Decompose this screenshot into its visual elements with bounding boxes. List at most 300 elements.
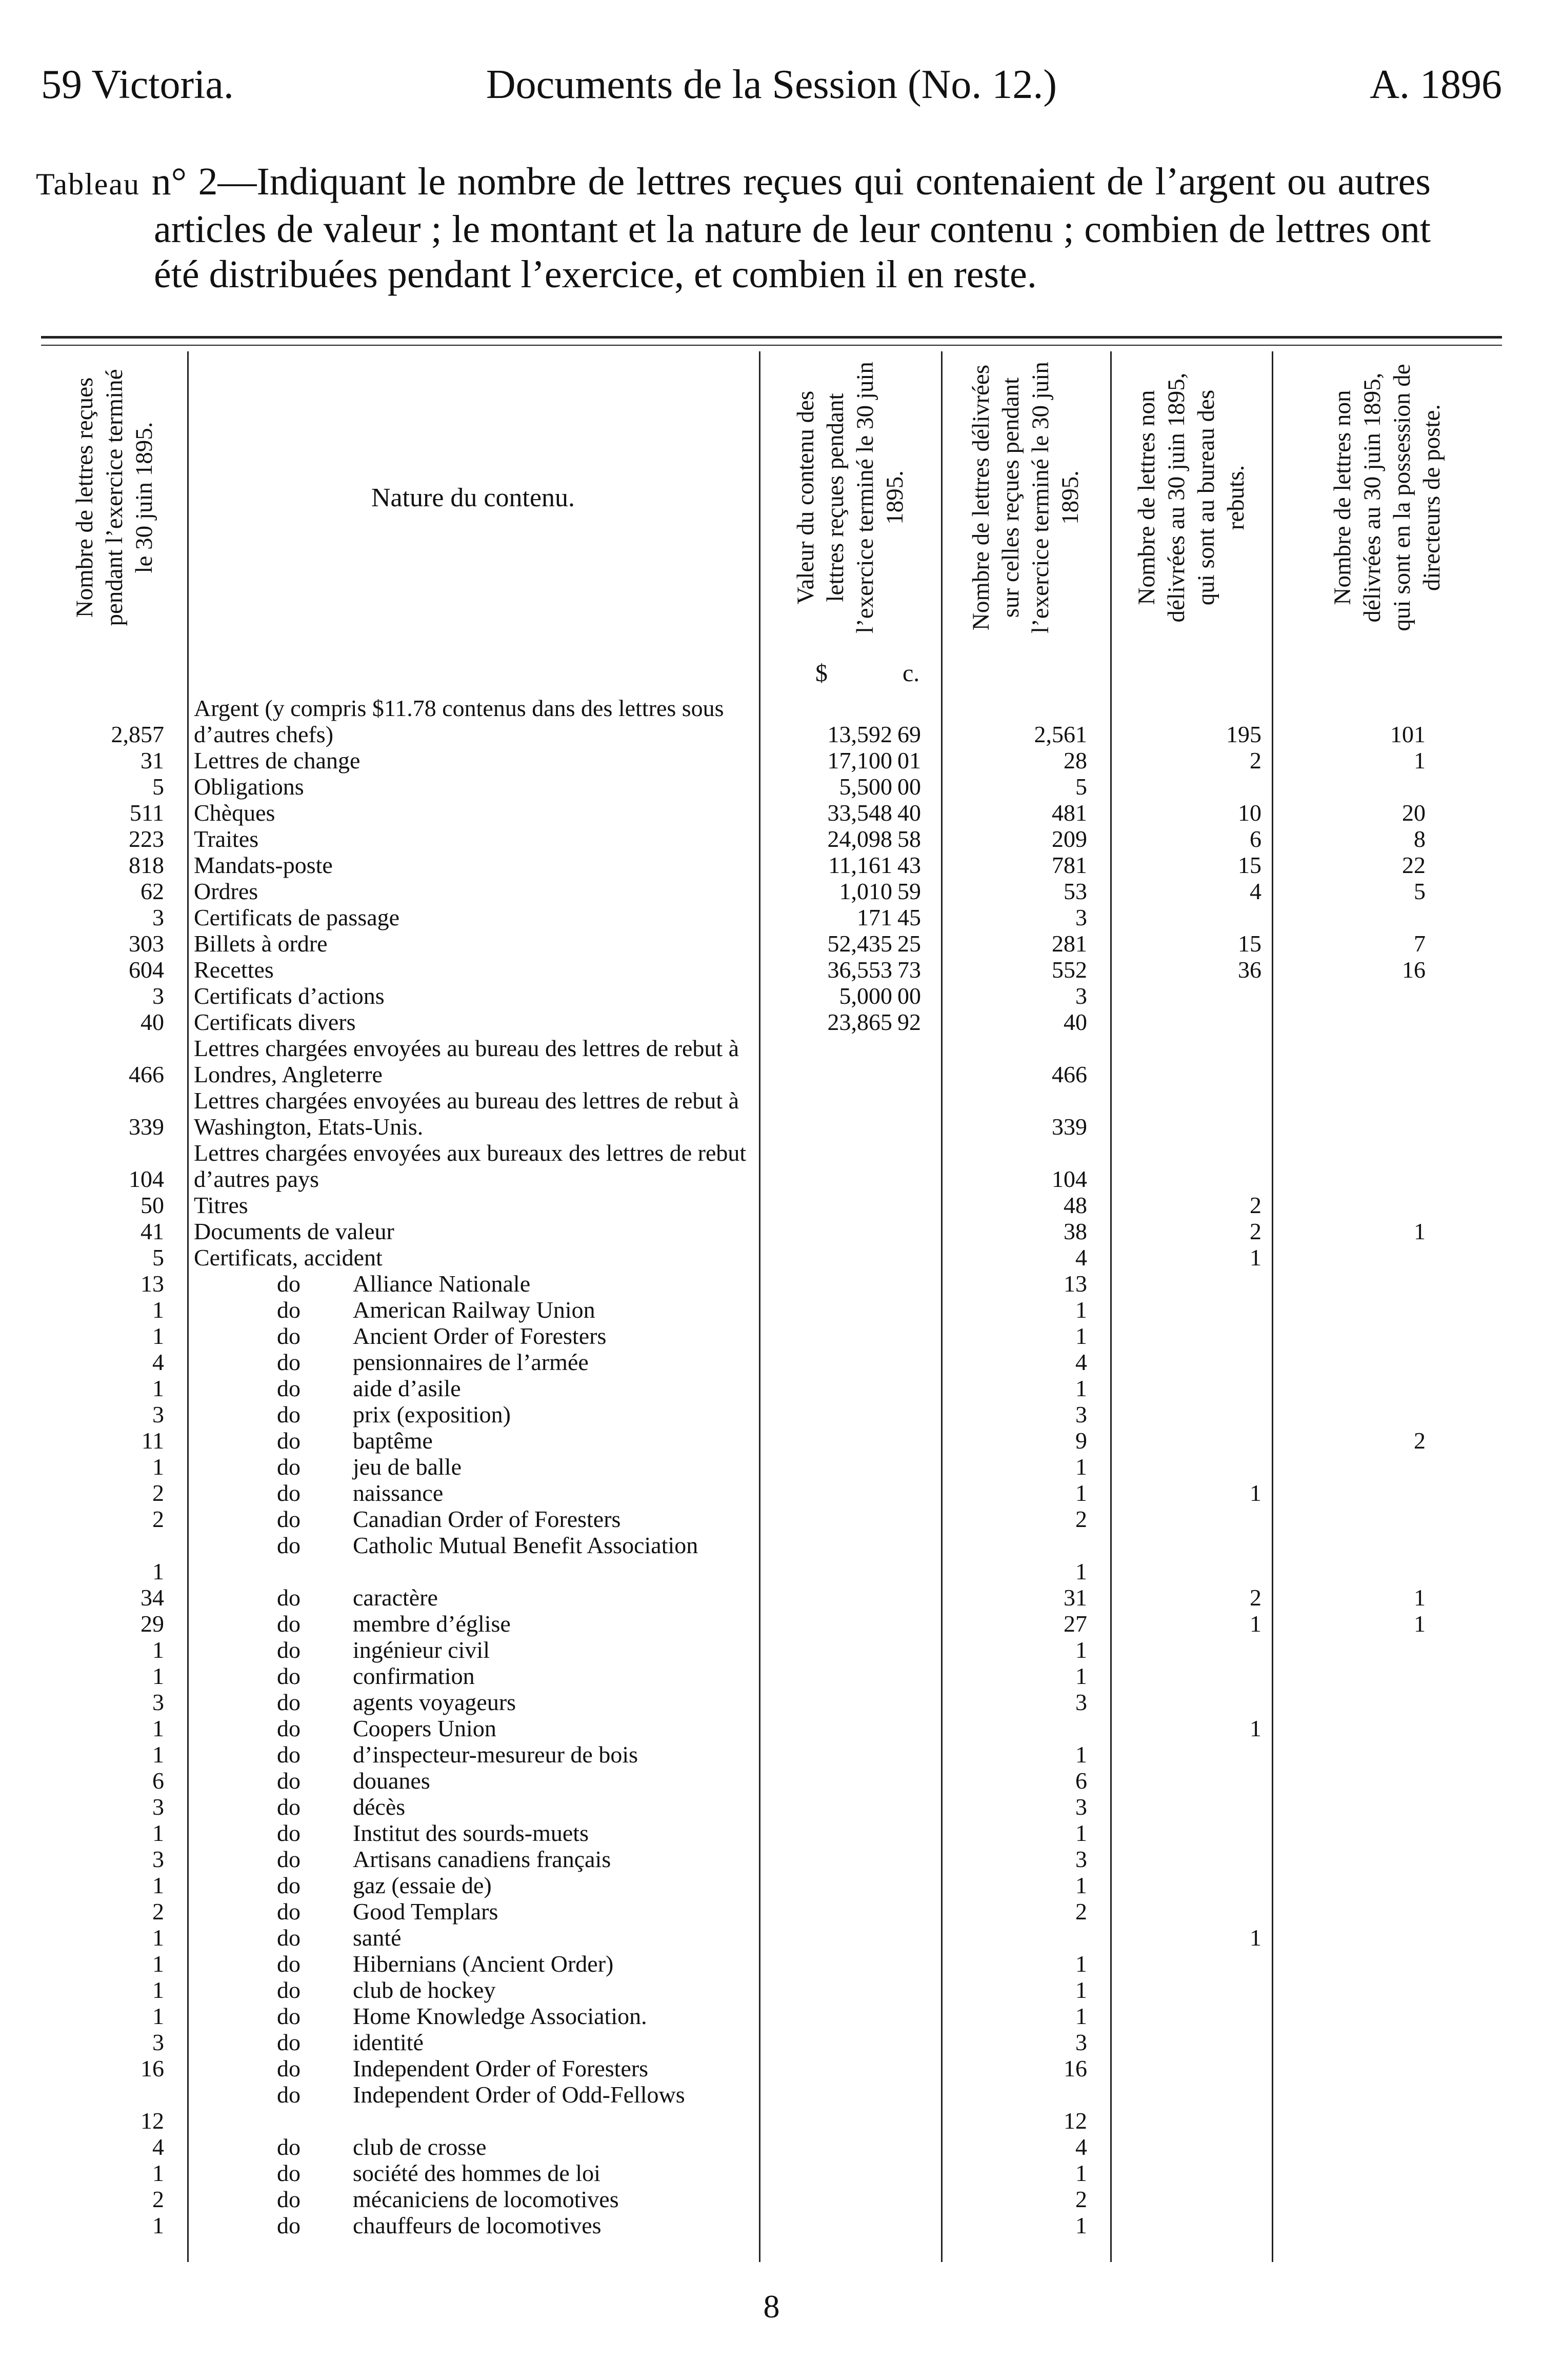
table-row — [0, 1218, 1543, 1244]
cell-nature — [194, 1977, 754, 2003]
nature-text: décès — [353, 1794, 406, 1820]
table-row — [0, 1663, 1543, 1689]
nature-text: Documents de valeur — [194, 1218, 394, 1244]
page-number: 8 — [763, 2288, 780, 2325]
nature-text: agents voyageurs — [353, 1689, 516, 1715]
cell-received: 11 — [141, 1427, 164, 1454]
cell-delivered: 1 — [1075, 1663, 1087, 1689]
table-row — [0, 1898, 1543, 1925]
cell-dead-letter: 4 — [1250, 878, 1261, 904]
column-header-postmasters: Nombre de lettres non délivrées au 30 juin 1895, qui sont en la possession de directeurs de poste. — [1329, 364, 1445, 631]
cell-received: 12 — [141, 2108, 164, 2134]
cell-nature — [194, 1480, 754, 1506]
cell-value-cents: 92 — [897, 1009, 921, 1035]
nature-text: Canadian Order of Foresters — [353, 1506, 621, 1532]
cell-dead-letter: 2 — [1250, 1218, 1261, 1244]
cell-value-dollars: 24,098 — [827, 826, 892, 852]
table-row — [0, 1951, 1543, 1977]
cell-delivered: 2 — [1075, 1898, 1087, 1925]
table-row — [0, 1715, 1543, 1741]
cell-delivered: 48 — [1064, 1192, 1087, 1218]
cell-nature — [194, 1872, 754, 1898]
cell-received: 303 — [129, 930, 164, 957]
cell-delivered: 6 — [1075, 1768, 1087, 1794]
ditto-mark: do — [277, 1951, 300, 1977]
table-row — [0, 2029, 1543, 2055]
nature-text: Coopers Union — [353, 1715, 496, 1741]
cell-delivered: 481 — [1052, 800, 1087, 826]
table-row — [0, 1689, 1543, 1715]
cell-nature — [194, 2212, 754, 2238]
ditto-mark: do — [277, 1297, 300, 1323]
cell-delivered: 4 — [1075, 2134, 1087, 2160]
cell-delivered: 339 — [1052, 1114, 1087, 1140]
cell-received: 2 — [152, 1480, 164, 1506]
cell-received: 3 — [152, 1846, 164, 1872]
table-row — [0, 2055, 1543, 2081]
nature-text: Traites — [194, 826, 259, 852]
cell-received: 1 — [152, 1297, 164, 1323]
top-rule — [41, 336, 1502, 339]
ditto-mark: do — [277, 1584, 300, 1611]
cell-postmasters: 1 — [1414, 747, 1426, 774]
table-row — [0, 747, 1543, 774]
cell-received: 1 — [152, 1741, 164, 1768]
cell-delivered: 38 — [1064, 1218, 1087, 1244]
ditto-mark: do — [277, 1925, 300, 1951]
cell-delivered: 466 — [1052, 1061, 1087, 1087]
cell-value-dollars: 1,010 — [839, 878, 892, 904]
cell-received: 16 — [141, 2055, 164, 2081]
cell-received: 339 — [129, 1114, 164, 1140]
ditto-mark: do — [277, 2081, 300, 2108]
nature-text: Certificats, accident — [194, 1244, 383, 1271]
cell-postmasters: 5 — [1414, 878, 1426, 904]
nature-text: ingénieur civil — [353, 1637, 490, 1663]
nature-text: identité — [353, 2029, 424, 2055]
cell-nature — [194, 1584, 754, 1611]
cell-nature — [194, 1741, 754, 1768]
cell-nature — [194, 1820, 754, 1846]
cell-postmasters: 8 — [1414, 826, 1426, 852]
ditto-mark: do — [277, 2212, 300, 2238]
cell-nature — [194, 1715, 754, 1741]
cell-nature — [194, 1009, 754, 1035]
column-header-received: Nombre de lettres reçues pendant l’exercice terminé le 30 juin 1895. — [71, 369, 157, 626]
nature-text: Lettres chargées envoyées au bureau des lettres de rebut à Londres, Angleterre — [194, 1035, 739, 1087]
table-row — [0, 1794, 1543, 1820]
ditto-mark: do — [277, 1689, 300, 1715]
nature-text: aide d’asile — [353, 1375, 461, 1401]
cell-nature — [194, 1794, 754, 1820]
cell-delivered: 3 — [1075, 1846, 1087, 1872]
cell-nature — [194, 1951, 754, 1977]
cell-nature — [194, 1087, 754, 1140]
cell-value-cents: 01 — [897, 747, 921, 774]
cell-delivered: 104 — [1052, 1166, 1087, 1192]
cell-value-dollars: 13,592 — [827, 721, 892, 747]
cell-nature — [194, 747, 754, 774]
cell-delivered: 3 — [1075, 1794, 1087, 1820]
title-text: n° 2—Indiquant le nombre de lettres reçues qui contenaient de l’argent ou autres articles de valeur ; le montant et la nature de leur contenu ; combien de lettres ont été distribuées pendant l’exercice, et combien il en reste. — [140, 160, 1431, 296]
cell-delivered: 53 — [1064, 878, 1087, 904]
cell-received: 50 — [141, 1192, 164, 1218]
cell-delivered: 12 — [1064, 2108, 1087, 2134]
cell-delivered: 13 — [1064, 1271, 1087, 1297]
ditto-mark: do — [277, 1480, 300, 1506]
cell-nature — [194, 1506, 754, 1532]
ditto-mark: do — [277, 1715, 300, 1741]
cell-delivered: 1 — [1075, 1820, 1087, 1846]
cell-nature — [194, 1768, 754, 1794]
cell-received: 1 — [152, 1977, 164, 2003]
cell-value-dollars: 36,553 — [827, 957, 892, 983]
nature-text: American Railway Union — [353, 1297, 595, 1323]
table-row — [0, 2212, 1543, 2238]
cell-delivered: 2,561 — [1034, 721, 1087, 747]
cell-nature — [194, 1611, 754, 1637]
ditto-mark: do — [277, 1820, 300, 1846]
table-row — [0, 1925, 1543, 1951]
cell-delivered: 281 — [1052, 930, 1087, 957]
nature-text: Independent Order of Foresters — [353, 2055, 649, 2081]
cell-value-dollars: 5,000 — [839, 983, 892, 1009]
table-row — [0, 2003, 1543, 2029]
header-center: Documents de la Session (No. 12.) — [486, 62, 1057, 107]
table-row — [0, 2160, 1543, 2186]
cell-received: 1 — [152, 1323, 164, 1349]
cell-received: 13 — [141, 1271, 164, 1297]
cell-delivered: 1 — [1075, 1375, 1087, 1401]
cell-received: 31 — [141, 747, 164, 774]
nature-text: Lettres de change — [194, 747, 360, 774]
cell-received: 1 — [152, 1637, 164, 1663]
cell-dead-letter: 2 — [1250, 1584, 1261, 1611]
cell-delivered: 4 — [1075, 1349, 1087, 1375]
nature-text: Home Knowledge Association. — [353, 2003, 647, 2029]
cell-nature — [194, 1846, 754, 1872]
cell-postmasters: 22 — [1402, 852, 1426, 878]
cell-value-dollars: 11,161 — [828, 852, 892, 878]
cell-delivered: 209 — [1052, 826, 1087, 852]
nature-text: gaz (essaie de) — [353, 1872, 492, 1898]
nature-text: Certificats d’actions — [194, 983, 385, 1009]
cell-received: 1 — [152, 1375, 164, 1401]
ditto-mark: do — [277, 1349, 300, 1375]
cell-value-dollars: 23,865 — [827, 1009, 892, 1035]
cell-delivered: 3 — [1075, 983, 1087, 1009]
cell-nature — [194, 2081, 754, 2134]
table-row — [0, 1349, 1543, 1375]
cell-delivered: 1 — [1075, 1741, 1087, 1768]
cell-delivered: 1 — [1075, 2003, 1087, 2029]
cell-received: 4 — [152, 2134, 164, 2160]
ditto-mark: do — [277, 2134, 300, 2160]
cell-nature — [194, 1349, 754, 1375]
cell-received: 40 — [141, 1009, 164, 1035]
table-row — [0, 904, 1543, 930]
cell-delivered: 3 — [1075, 904, 1087, 930]
cell-received: 1 — [152, 2212, 164, 2238]
nature-text: Catholic Mutual Benefit Association — [353, 1532, 698, 1558]
table-row — [0, 1009, 1543, 1035]
cell-nature — [194, 1427, 754, 1454]
nature-text: Titres — [194, 1192, 248, 1218]
table-row — [0, 1401, 1543, 1427]
cell-nature — [194, 774, 754, 800]
ditto-mark: do — [277, 1977, 300, 2003]
cell-delivered: 40 — [1064, 1009, 1087, 1035]
cell-received: 2 — [152, 1506, 164, 1532]
table-row — [0, 1846, 1543, 1872]
cell-delivered: 1 — [1075, 2160, 1087, 2186]
cell-received: 1 — [152, 2003, 164, 2029]
table-row — [0, 1820, 1543, 1846]
cell-nature — [194, 2160, 754, 2186]
cell-nature — [194, 1140, 754, 1192]
table-row — [0, 1584, 1543, 1611]
cell-delivered: 16 — [1064, 2055, 1087, 2081]
table-row — [0, 1427, 1543, 1454]
cell-received: 2 — [152, 1898, 164, 1925]
table-row — [0, 1244, 1543, 1271]
ditto-mark: do — [277, 1872, 300, 1898]
nature-text: Artisans canadiens français — [353, 1846, 611, 1872]
cell-nature — [194, 1192, 754, 1218]
ditto-mark: do — [277, 2160, 300, 2186]
nature-text: santé — [353, 1925, 402, 1951]
cell-received: 223 — [129, 826, 164, 852]
cell-delivered: 2 — [1075, 1506, 1087, 1532]
cell-nature — [194, 2186, 754, 2212]
nature-text: jeu de balle — [353, 1454, 462, 1480]
cell-delivered: 1 — [1075, 1637, 1087, 1663]
cell-dead-letter: 195 — [1226, 721, 1261, 747]
table-row — [0, 1454, 1543, 1480]
ditto-mark: do — [277, 1663, 300, 1689]
cell-delivered: 1 — [1075, 1872, 1087, 1898]
cell-value-cents: 00 — [897, 983, 921, 1009]
table-row — [0, 1271, 1543, 1297]
cell-delivered: 1 — [1075, 1951, 1087, 1977]
cell-received: 29 — [141, 1611, 164, 1637]
nature-text: Mandats-poste — [194, 852, 333, 878]
cell-postmasters: 1 — [1414, 1584, 1426, 1611]
cell-dead-letter: 2 — [1250, 1192, 1261, 1218]
cell-nature — [194, 1637, 754, 1663]
cell-received: 1 — [152, 1558, 164, 1584]
cell-value-cents: 73 — [897, 957, 921, 983]
ditto-mark: do — [277, 1401, 300, 1427]
table-row — [0, 1140, 1543, 1192]
cell-delivered: 2 — [1075, 2186, 1087, 2212]
nature-text: Good Templars — [353, 1898, 498, 1925]
cell-dead-letter: 10 — [1238, 800, 1261, 826]
ditto-mark: do — [277, 1768, 300, 1794]
cell-value-cents: 45 — [897, 904, 921, 930]
cell-delivered: 1 — [1075, 1323, 1087, 1349]
cell-received: 1 — [152, 1663, 164, 1689]
table-body — [0, 695, 1543, 2238]
table-row — [0, 1375, 1543, 1401]
cell-received: 4 — [152, 1349, 164, 1375]
cell-nature — [194, 1271, 754, 1297]
table-title — [36, 159, 1431, 297]
cell-value-cents: 43 — [897, 852, 921, 878]
cell-delivered: 1 — [1075, 1454, 1087, 1480]
nature-text: Ordres — [194, 878, 258, 904]
nature-text: Argent (y compris $11.78 contenus dans des lettres sous d’autres chefs) — [194, 695, 724, 747]
nature-text: pensionnaires de l’armée — [353, 1349, 589, 1375]
cell-received: 3 — [152, 1689, 164, 1715]
ditto-mark: do — [277, 1794, 300, 1820]
nature-text: club de crosse — [353, 2134, 487, 2160]
cell-postmasters: 20 — [1402, 800, 1426, 826]
column-header-delivered: Nombre de lettres délivrées sur celles reçues pendant l’exercice terminé le 30 juin 1895. — [968, 362, 1084, 633]
nature-text: Certificats de passage — [194, 904, 400, 930]
cell-delivered: 552 — [1052, 957, 1087, 983]
cell-nature — [194, 1663, 754, 1689]
cell-received: 2,857 — [111, 721, 164, 747]
ditto-mark: do — [277, 1846, 300, 1872]
unit-cents: c. — [903, 660, 920, 687]
cell-delivered: 1 — [1075, 1297, 1087, 1323]
cell-received: 818 — [129, 852, 164, 878]
cell-delivered: 1 — [1075, 1558, 1087, 1584]
cell-value-cents: 69 — [897, 721, 921, 747]
table-row — [0, 2186, 1543, 2212]
table-row — [0, 774, 1543, 800]
nature-text: douanes — [353, 1768, 430, 1794]
nature-text: Alliance Nationale — [353, 1271, 531, 1297]
cell-delivered: 781 — [1052, 852, 1087, 878]
cell-received: 62 — [141, 878, 164, 904]
cell-received: 3 — [152, 904, 164, 930]
column-header-dead-letter: Nombre de lettres non délivrées au 30 juin 1895, qui sont au bureau des rebuts. — [1133, 372, 1249, 623]
cell-dead-letter: 1 — [1250, 1611, 1261, 1637]
nature-text: d’inspecteur-mesureur de bois — [353, 1741, 638, 1768]
cell-received: 1 — [152, 1454, 164, 1480]
ditto-mark: do — [277, 1454, 300, 1480]
cell-dead-letter: 15 — [1238, 852, 1261, 878]
cell-value-cents: 00 — [897, 774, 921, 800]
table-row — [0, 1637, 1543, 1663]
cell-postmasters: 101 — [1390, 721, 1426, 747]
cell-nature — [194, 930, 754, 957]
ditto-mark: do — [277, 1898, 300, 1925]
cell-delivered: 31 — [1064, 1584, 1087, 1611]
unit-dollars: $ — [815, 660, 828, 687]
nature-text: caractère — [353, 1584, 438, 1611]
cell-value-dollars: 171 — [857, 904, 892, 930]
cell-delivered: 4 — [1075, 1244, 1087, 1271]
cell-postmasters: 1 — [1414, 1611, 1426, 1637]
cell-received: 3 — [152, 983, 164, 1009]
table-row — [0, 1611, 1543, 1637]
cell-received: 41 — [141, 1218, 164, 1244]
cell-nature — [194, 983, 754, 1009]
cell-received: 3 — [152, 2029, 164, 2055]
nature-text: Independent Order of Odd-Fellows — [353, 2081, 685, 2108]
table-row — [0, 2134, 1543, 2160]
nature-text: Ancient Order of Foresters — [353, 1323, 607, 1349]
cell-nature — [194, 1375, 754, 1401]
cell-value-dollars: 33,548 — [827, 800, 892, 826]
nature-text: baptême — [353, 1427, 433, 1454]
nature-text: mécaniciens de locomotives — [353, 2186, 619, 2212]
cell-nature — [194, 852, 754, 878]
cell-nature — [194, 1532, 754, 1584]
top-rule-thin — [41, 345, 1502, 346]
cell-value-cents: 40 — [897, 800, 921, 826]
cell-received: 104 — [129, 1166, 164, 1192]
cell-postmasters: 16 — [1402, 957, 1426, 983]
cell-value-dollars: 17,100 — [827, 747, 892, 774]
cell-nature — [194, 2003, 754, 2029]
ditto-mark: do — [277, 1611, 300, 1637]
table-row — [0, 1192, 1543, 1218]
cell-dead-letter: 1 — [1250, 1244, 1261, 1271]
column-header-nature: Nature du contenu. — [371, 483, 575, 512]
ditto-mark: do — [277, 1741, 300, 1768]
nature-text: Certificats divers — [194, 1009, 356, 1035]
header-right: A. 1896 — [1370, 62, 1502, 107]
table-row — [0, 983, 1543, 1009]
table-row — [0, 800, 1543, 826]
cell-received: 34 — [141, 1584, 164, 1611]
nature-text: prix (exposition) — [353, 1401, 511, 1427]
cell-received: 3 — [152, 1794, 164, 1820]
ditto-mark: do — [277, 1271, 300, 1297]
table-row — [0, 826, 1543, 852]
cell-received: 2 — [152, 2186, 164, 2212]
table-row — [0, 1741, 1543, 1768]
ditto-mark: do — [277, 1637, 300, 1663]
cell-delivered: 28 — [1064, 747, 1087, 774]
ditto-mark: do — [277, 1532, 300, 1558]
ditto-mark: do — [277, 1323, 300, 1349]
cell-postmasters: 1 — [1414, 1218, 1426, 1244]
cell-nature — [194, 1925, 754, 1951]
cell-delivered: 9 — [1075, 1427, 1087, 1454]
cell-nature — [194, 1454, 754, 1480]
cell-dead-letter: 1 — [1250, 1480, 1261, 1506]
ditto-mark: do — [277, 1506, 300, 1532]
nature-text: société des hommes de loi — [353, 2160, 600, 2186]
cell-dead-letter: 6 — [1250, 826, 1261, 852]
table-row — [0, 2081, 1543, 2134]
cell-nature — [194, 1898, 754, 1925]
table-row — [0, 1087, 1543, 1140]
table-row — [0, 1323, 1543, 1349]
cell-postmasters: 2 — [1414, 1427, 1426, 1454]
cell-received: 3 — [152, 1401, 164, 1427]
table-row — [0, 1768, 1543, 1794]
cell-nature — [194, 800, 754, 826]
ditto-mark: do — [277, 2003, 300, 2029]
cell-nature — [194, 1689, 754, 1715]
header-left: 59 Victoria. — [41, 62, 234, 107]
cell-dead-letter: 2 — [1250, 747, 1261, 774]
table-row — [0, 1532, 1543, 1584]
table-row — [0, 852, 1543, 878]
cell-delivered: 1 — [1075, 1480, 1087, 1506]
table-row — [0, 1506, 1543, 1532]
table-row — [0, 957, 1543, 983]
cell-nature — [194, 1218, 754, 1244]
cell-nature — [194, 1244, 754, 1271]
table-row — [0, 1297, 1543, 1323]
